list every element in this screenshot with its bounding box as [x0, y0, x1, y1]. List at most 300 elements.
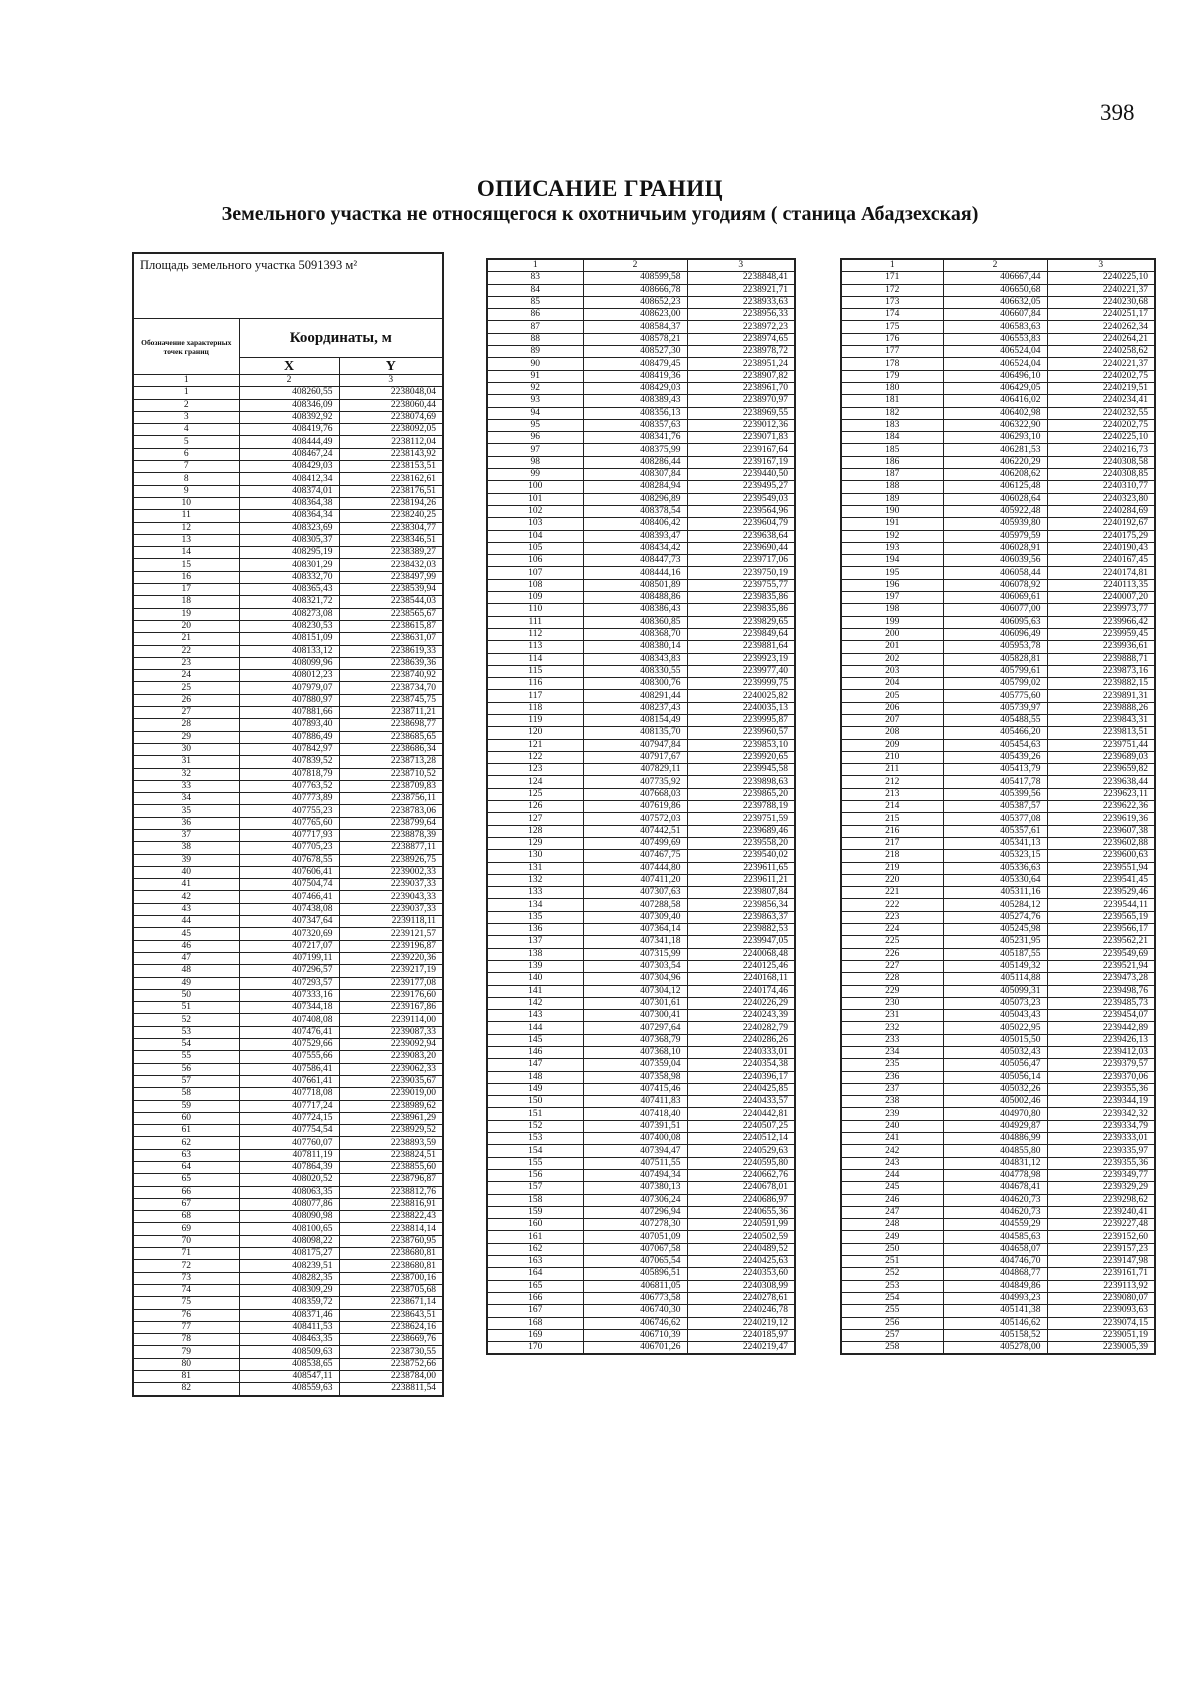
- y-coordinate: 2238074,69: [339, 411, 443, 423]
- y-coordinate: 2238974,65: [687, 333, 795, 345]
- point-number: 233: [841, 1034, 943, 1046]
- document-title: ОПИСАНИЕ ГРАНИЦ: [476, 176, 724, 201]
- point-number: 225: [841, 936, 943, 948]
- x-coordinate: 408652,23: [583, 296, 687, 308]
- table-row: [133, 657, 443, 669]
- point-number: 241: [841, 1133, 943, 1145]
- x-coordinate: 408296,89: [583, 493, 687, 505]
- y-coordinate: 2239999,75: [687, 678, 795, 690]
- table-row: [133, 854, 443, 866]
- table-row: [487, 997, 795, 1009]
- point-number: 68: [133, 1211, 239, 1223]
- table-row: [841, 887, 1155, 899]
- point-number: 28: [133, 719, 239, 731]
- y-coordinate: 2239176,60: [339, 989, 443, 1001]
- y-coordinate: 2239113,92: [1047, 1280, 1155, 1292]
- point-number: 138: [487, 948, 583, 960]
- y-coordinate: 2240678,01: [687, 1182, 795, 1194]
- x-coordinate: 408364,38: [239, 497, 339, 509]
- y-coordinate: 2240190,43: [1047, 542, 1155, 554]
- table-row: [841, 1059, 1155, 1071]
- table-row: [841, 1034, 1155, 1046]
- table-row: [133, 1198, 443, 1210]
- point-number: 70: [133, 1235, 239, 1247]
- y-coordinate: 2239370,06: [1047, 1071, 1155, 1083]
- table-row: [841, 702, 1155, 714]
- point-number: 196: [841, 579, 943, 591]
- y-coordinate: 2239959,45: [1047, 628, 1155, 640]
- point-number: 65: [133, 1174, 239, 1186]
- y-coordinate: 2240219,47: [687, 1342, 795, 1355]
- y-coordinate: 2238705,68: [339, 1284, 443, 1296]
- table-row: [133, 633, 443, 645]
- table-row: [841, 776, 1155, 788]
- x-coordinate: 407296,94: [583, 1206, 687, 1218]
- point-number: 217: [841, 837, 943, 849]
- x-coordinate: 408020,52: [239, 1174, 339, 1186]
- x-coordinate: 407504,74: [239, 879, 339, 891]
- x-coordinate: 408356,13: [583, 407, 687, 419]
- point-number: 102: [487, 505, 583, 517]
- table-row: [841, 985, 1155, 997]
- x-coordinate: 408346,09: [239, 399, 339, 411]
- point-number: 157: [487, 1182, 583, 1194]
- point-designation-header: Обозначение характерных точек границ: [133, 319, 239, 375]
- y-coordinate: 2239019,00: [339, 1088, 443, 1100]
- table-row: [841, 493, 1155, 505]
- point-number: 136: [487, 924, 583, 936]
- table-row: [841, 862, 1155, 874]
- x-coordinate: 405828,81: [943, 653, 1047, 665]
- table-row: [841, 1108, 1155, 1120]
- y-coordinate: 2239240,41: [1047, 1206, 1155, 1218]
- point-number: 120: [487, 727, 583, 739]
- point-number: 85: [487, 296, 583, 308]
- x-coordinate: 408307,84: [583, 469, 687, 481]
- x-coordinate: 407917,67: [583, 751, 687, 763]
- table-row: [487, 751, 795, 763]
- y-coordinate: 2238814,14: [339, 1223, 443, 1235]
- y-coordinate: 2240246,78: [687, 1305, 795, 1317]
- y-coordinate: 2238822,43: [339, 1211, 443, 1223]
- x-coordinate: 405896,51: [583, 1268, 687, 1280]
- y-coordinate: 2239843,31: [1047, 714, 1155, 726]
- point-number: 124: [487, 776, 583, 788]
- y-coordinate: 2240234,41: [1047, 395, 1155, 407]
- point-number: 79: [133, 1346, 239, 1358]
- y-coordinate: 2238784,00: [339, 1371, 443, 1383]
- x-coordinate: 405032,26: [943, 1083, 1047, 1095]
- point-number: 51: [133, 1002, 239, 1014]
- x-coordinate: 408380,14: [583, 641, 687, 653]
- table-row: [841, 1206, 1155, 1218]
- table-row: [487, 641, 795, 653]
- table-1-body: [133, 387, 443, 1396]
- y-coordinate: 2239829,65: [687, 616, 795, 628]
- y-coordinate: 2238432,03: [339, 559, 443, 571]
- point-number: 35: [133, 805, 239, 817]
- y-coordinate: 2239521,94: [1047, 960, 1155, 972]
- x-coordinate: 407499,69: [583, 837, 687, 849]
- y-coordinate: 2239604,79: [687, 518, 795, 530]
- y-coordinate: 2239936,61: [1047, 641, 1155, 653]
- point-number: 193: [841, 542, 943, 554]
- point-number: 50: [133, 989, 239, 1001]
- y-coordinate: 2238783,06: [339, 805, 443, 817]
- y-coordinate: 2239549,03: [687, 493, 795, 505]
- point-number: 223: [841, 911, 943, 923]
- point-number: 160: [487, 1219, 583, 1231]
- x-coordinate: 408375,99: [583, 444, 687, 456]
- table-row: [841, 419, 1155, 431]
- table-row: [133, 1112, 443, 1124]
- table-row: [841, 665, 1155, 677]
- x-coordinate: 406077,00: [943, 604, 1047, 616]
- table-row: [841, 1329, 1155, 1341]
- x-coordinate: 407306,24: [583, 1194, 687, 1206]
- x-coordinate: 406208,62: [943, 469, 1047, 481]
- table-row: [841, 1071, 1155, 1083]
- table-row: [133, 780, 443, 792]
- x-coordinate: 406096,49: [943, 628, 1047, 640]
- y-coordinate: 2238176,51: [339, 485, 443, 497]
- table-row: [133, 485, 443, 497]
- table-row: [841, 346, 1155, 358]
- x-coordinate: 408239,51: [239, 1260, 339, 1272]
- table-row: [133, 965, 443, 977]
- point-number: 97: [487, 444, 583, 456]
- y-coordinate: 2239043,33: [339, 891, 443, 903]
- y-coordinate: 2240113,35: [1047, 579, 1155, 591]
- x-coordinate: 406773,58: [583, 1292, 687, 1304]
- point-number: 177: [841, 346, 943, 358]
- table-row: [133, 497, 443, 509]
- table-row: [487, 1096, 795, 1108]
- point-number: 190: [841, 505, 943, 517]
- x-coordinate: 407476,41: [239, 1026, 339, 1038]
- table-row: [487, 419, 795, 431]
- table-row: [487, 837, 795, 849]
- x-coordinate: 408343,83: [583, 653, 687, 665]
- point-number: 151: [487, 1108, 583, 1120]
- y-coordinate: 2239995,87: [687, 714, 795, 726]
- table-row: [487, 776, 795, 788]
- y-coordinate: 2240202,75: [1047, 419, 1155, 431]
- x-coordinate: 405245,98: [943, 924, 1047, 936]
- x-coordinate: 406095,63: [943, 616, 1047, 628]
- x-coordinate: 407442,51: [583, 825, 687, 837]
- point-number: 32: [133, 768, 239, 780]
- x-coordinate: 405284,12: [943, 899, 1047, 911]
- point-number: 139: [487, 960, 583, 972]
- x-coordinate: 406125,48: [943, 481, 1047, 493]
- table-row: [841, 370, 1155, 382]
- y-coordinate: 2238639,36: [339, 657, 443, 669]
- y-coordinate: 2239544,11: [1047, 899, 1155, 911]
- y-coordinate: 2239002,33: [339, 866, 443, 878]
- y-coordinate: 2238933,63: [687, 296, 795, 308]
- point-number: 158: [487, 1194, 583, 1206]
- point-number: 255: [841, 1305, 943, 1317]
- column-number-1: 1: [487, 259, 583, 272]
- y-coordinate: 2239856,34: [687, 899, 795, 911]
- point-number: 41: [133, 879, 239, 891]
- column-number-2: 2: [943, 259, 1047, 272]
- y-coordinate: 2239121,57: [339, 928, 443, 940]
- point-number: 91: [487, 370, 583, 382]
- y-coordinate: 2240025,82: [687, 690, 795, 702]
- y-coordinate: 2238710,52: [339, 768, 443, 780]
- x-coordinate: 405799,61: [943, 665, 1047, 677]
- y-coordinate: 2238671,14: [339, 1297, 443, 1309]
- point-number: 25: [133, 682, 239, 694]
- x-coordinate: 405146,62: [943, 1317, 1047, 1329]
- table-row: [133, 719, 443, 731]
- x-coordinate: 408098,22: [239, 1235, 339, 1247]
- table-row: [841, 825, 1155, 837]
- point-number: 110: [487, 604, 583, 616]
- y-coordinate: 2238756,11: [339, 793, 443, 805]
- point-number: 146: [487, 1047, 583, 1059]
- table-row: [133, 571, 443, 583]
- y-coordinate: 2238816,91: [339, 1198, 443, 1210]
- table-row: [487, 1206, 795, 1218]
- y-coordinate: 2239882,53: [687, 924, 795, 936]
- y-coordinate: 2238740,92: [339, 670, 443, 682]
- x-coordinate: 408406,42: [583, 518, 687, 530]
- table-row: [841, 309, 1155, 321]
- point-number: 92: [487, 382, 583, 394]
- y-coordinate: 2238956,33: [687, 309, 795, 321]
- x-coordinate: 408330,55: [583, 665, 687, 677]
- point-number: 133: [487, 887, 583, 899]
- point-number: 150: [487, 1096, 583, 1108]
- table-row: [133, 743, 443, 755]
- table-row: [487, 604, 795, 616]
- point-number: 73: [133, 1272, 239, 1284]
- x-coordinate: 407411,83: [583, 1096, 687, 1108]
- x-coordinate: 405454,63: [943, 739, 1047, 751]
- y-coordinate: 2239835,86: [687, 592, 795, 604]
- table-row: [487, 444, 795, 456]
- table-row: [133, 608, 443, 620]
- point-number: 103: [487, 518, 583, 530]
- table-row: [487, 1059, 795, 1071]
- y-coordinate: 2239333,01: [1047, 1133, 1155, 1145]
- table-row: [487, 616, 795, 628]
- point-number: 195: [841, 567, 943, 579]
- table-row: [133, 682, 443, 694]
- point-number: 212: [841, 776, 943, 788]
- x-coordinate: 408584,37: [583, 321, 687, 333]
- table-row: [487, 1047, 795, 1059]
- point-number: 131: [487, 862, 583, 874]
- y-coordinate: 2239835,86: [687, 604, 795, 616]
- point-number: 173: [841, 296, 943, 308]
- table-row: [487, 899, 795, 911]
- table-row: [841, 936, 1155, 948]
- document-subtitle: Земельного участка не относящегося к охотничьим угодиям ( станица Абадзехская): [221, 203, 979, 225]
- table-row: [487, 1133, 795, 1145]
- y-coordinate: 2240442,81: [687, 1108, 795, 1120]
- y-coordinate: 2238619,33: [339, 645, 443, 657]
- point-number: 220: [841, 874, 943, 886]
- point-number: 199: [841, 616, 943, 628]
- table-row: [133, 977, 443, 989]
- point-number: 15: [133, 559, 239, 571]
- y-coordinate: 2240686,97: [687, 1194, 795, 1206]
- x-coordinate: 408300,76: [583, 678, 687, 690]
- x-coordinate: 404746,70: [943, 1256, 1047, 1268]
- point-number: 204: [841, 678, 943, 690]
- x-coordinate: 405311,16: [943, 887, 1047, 899]
- point-number: 134: [487, 899, 583, 911]
- point-number: 242: [841, 1145, 943, 1157]
- table-row: [133, 1063, 443, 1075]
- point-number: 111: [487, 616, 583, 628]
- y-coordinate: 2239611,65: [687, 862, 795, 874]
- table-row: [133, 461, 443, 473]
- x-coordinate: 408282,35: [239, 1272, 339, 1284]
- table-row: [487, 936, 795, 948]
- y-coordinate: 2239659,82: [1047, 764, 1155, 776]
- y-coordinate: 2238112,04: [339, 436, 443, 448]
- table-row: [133, 989, 443, 1001]
- point-number: 18: [133, 596, 239, 608]
- point-number: 240: [841, 1120, 943, 1132]
- table-row: [841, 604, 1155, 616]
- table-row: [487, 407, 795, 419]
- y-coordinate: 2239147,98: [1047, 1256, 1155, 1268]
- table-row: [133, 1125, 443, 1137]
- y-coordinate: 2239355,36: [1047, 1083, 1155, 1095]
- x-coordinate: 405399,56: [943, 788, 1047, 800]
- x-coordinate: 407364,14: [583, 924, 687, 936]
- x-coordinate: 406429,05: [943, 382, 1047, 394]
- y-coordinate: 2239807,84: [687, 887, 795, 899]
- table-row: [133, 559, 443, 571]
- table-row: [487, 1268, 795, 1280]
- x-coordinate: 407304,12: [583, 985, 687, 997]
- point-number: 169: [487, 1329, 583, 1341]
- point-number: 29: [133, 731, 239, 743]
- table-row: [133, 891, 443, 903]
- table-row: [133, 670, 443, 682]
- point-number: 38: [133, 842, 239, 854]
- point-number: 125: [487, 788, 583, 800]
- y-coordinate: 2239600,63: [1047, 850, 1155, 862]
- x-coordinate: 408434,42: [583, 542, 687, 554]
- table-row: [841, 284, 1155, 296]
- table-row: [487, 788, 795, 800]
- table-row: [133, 645, 443, 657]
- point-number: 180: [841, 382, 943, 394]
- y-coordinate: 2238752,66: [339, 1358, 443, 1370]
- point-number: 243: [841, 1157, 943, 1169]
- table-row: [841, 1231, 1155, 1243]
- table-row: [133, 1088, 443, 1100]
- x-coordinate: 407394,47: [583, 1145, 687, 1157]
- table-row: [841, 542, 1155, 554]
- x-coordinate: 407288,58: [583, 899, 687, 911]
- table-row: [133, 522, 443, 534]
- point-number: 187: [841, 469, 943, 481]
- point-number: 153: [487, 1133, 583, 1145]
- x-coordinate: 408321,72: [239, 596, 339, 608]
- point-number: 235: [841, 1059, 943, 1071]
- x-coordinate: 407307,63: [583, 887, 687, 899]
- point-number: 95: [487, 419, 583, 431]
- x-coordinate: 405939,80: [943, 518, 1047, 530]
- x-coordinate: 407864,39: [239, 1162, 339, 1174]
- table-row: [133, 596, 443, 608]
- point-number: 48: [133, 965, 239, 977]
- point-number: 185: [841, 444, 943, 456]
- table-row: [841, 505, 1155, 517]
- x-coordinate: 408488,86: [583, 592, 687, 604]
- y-coordinate: 2239349,77: [1047, 1169, 1155, 1181]
- point-number: 67: [133, 1198, 239, 1210]
- point-number: 43: [133, 903, 239, 915]
- table-row: [841, 874, 1155, 886]
- x-coordinate: 404620,73: [943, 1206, 1047, 1218]
- table-row: [133, 866, 443, 878]
- x-coordinate: 404658,07: [943, 1243, 1047, 1255]
- x-coordinate: 405274,76: [943, 911, 1047, 923]
- point-number: 10: [133, 497, 239, 509]
- y-coordinate: 2239788,19: [687, 801, 795, 813]
- y-coordinate: 2239717,06: [687, 555, 795, 567]
- table-row: [841, 1145, 1155, 1157]
- x-coordinate: 407842,97: [239, 743, 339, 755]
- table-row: [487, 678, 795, 690]
- table-row: [133, 793, 443, 805]
- y-coordinate: 2239157,23: [1047, 1243, 1155, 1255]
- y-coordinate: 2238711,21: [339, 707, 443, 719]
- x-coordinate: 404620,73: [943, 1194, 1047, 1206]
- table-row: [841, 960, 1155, 972]
- point-number: 249: [841, 1231, 943, 1243]
- y-coordinate: 2240035,13: [687, 702, 795, 714]
- column-number-3: 3: [1047, 259, 1155, 272]
- table-row: [841, 469, 1155, 481]
- point-number: 17: [133, 584, 239, 596]
- point-number: 184: [841, 432, 943, 444]
- point-number: 81: [133, 1371, 239, 1383]
- x-coordinate: 407619,86: [583, 801, 687, 813]
- table-row: [487, 370, 795, 382]
- point-number: 183: [841, 419, 943, 431]
- x-coordinate: 407572,03: [583, 813, 687, 825]
- point-number: 154: [487, 1145, 583, 1157]
- x-coordinate: 405158,52: [943, 1329, 1047, 1341]
- x-coordinate: 407300,41: [583, 1010, 687, 1022]
- table-row: [487, 321, 795, 333]
- x-coordinate: 408284,94: [583, 481, 687, 493]
- y-coordinate: 2239558,20: [687, 837, 795, 849]
- point-number: 76: [133, 1309, 239, 1321]
- x-coordinate: 408386,43: [583, 604, 687, 616]
- table-row: [487, 727, 795, 739]
- y-coordinate: 2238643,51: [339, 1309, 443, 1321]
- x-coordinate: 408509,63: [239, 1346, 339, 1358]
- y-coordinate: 2239227,48: [1047, 1219, 1155, 1231]
- point-number: 61: [133, 1125, 239, 1137]
- y-coordinate: 2240225,10: [1047, 272, 1155, 284]
- x-coordinate: 407444,80: [583, 862, 687, 874]
- x-coordinate: 408623,00: [583, 309, 687, 321]
- y-coordinate: 2240529,63: [687, 1145, 795, 1157]
